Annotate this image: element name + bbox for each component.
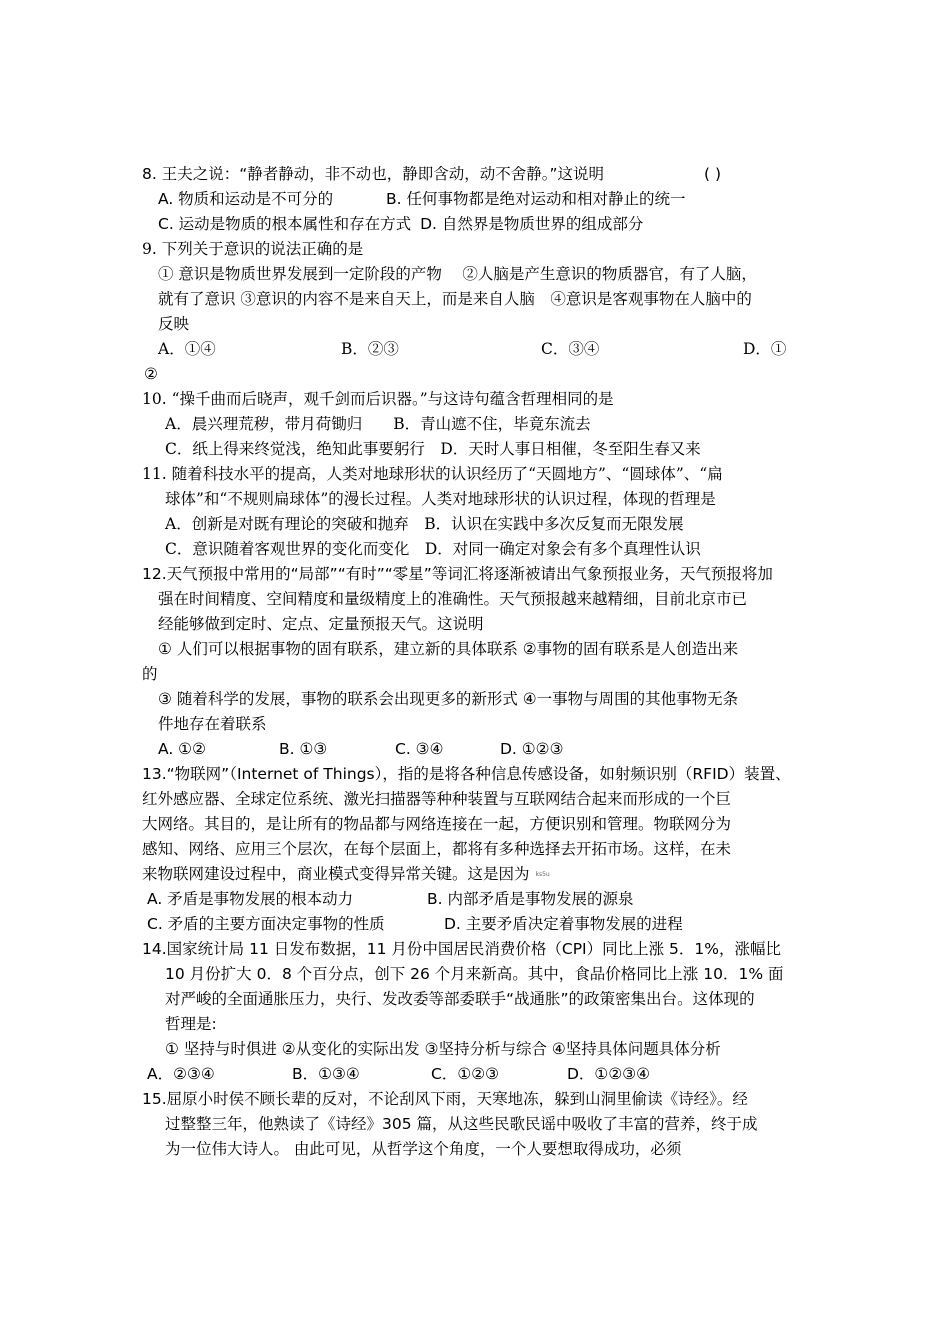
q9-options [158,337,798,361]
q14-option-a: A．②③④ [147,1065,215,1083]
q15-stem-line1: 15.屈原小时侯不顾长辈的反对，不论刮风下雨，天寒地冻，躲到山洞里偷读《诗经》。经 [142,1090,748,1108]
q13-stem-line3: 大网络。其目的，是让所有的物品都与网络连接在一起，方便识别和管理。物联网分为 [142,815,732,833]
q8-option-a: A. 物质和运动是不可分的 [158,190,334,208]
q12-stem-line3: 经能够做到定时、定点、定量预报天气。这说明 [158,615,484,633]
q10-options-ab: A．晨兴理荒秽，带月荷锄归 B．青山遮不住，毕竟东流去 [165,415,591,433]
q12-option-d: D. ①②③ [500,740,564,758]
q11-options-ab: A．创新是对既有理论的突破和抛弃 B．认识在实践中多次反复而无限发展 [165,515,684,533]
q9-option-b: B．②③ [341,340,399,358]
q9-statement-line3: 反映 [158,315,190,333]
q11-options-cd: C．意识随着客观世界的变化而变化 D．对同一确定对象会有多个真理性认识 [165,540,701,558]
q8-option-c: C. 运动是物质的根本属性和存在方式 [158,215,412,233]
q12-options [158,737,658,761]
q9-stem: 9. 下列关于意识的说法正确的是 [142,240,364,258]
q13-stem-line4: 感知、网络、应用三个层次，在每个层面上，都将有多种选择去开拓市场。这样，在未 [142,840,732,858]
q12-option-a: A. ①② [158,740,206,758]
q13-stem-line2: 红外感应器、全球定位系统、激光扫描器等种种装置与互联网结合起来而形成的一个巨 [142,790,732,808]
q14-stem-line4: 哲理是: [165,1015,217,1033]
q9-option-d-wrap: ② [144,365,158,383]
q14-stem-line2: 10 月份扩大 0．8 个百分点，创下 26 个月来新高。其中，食品价格同比上涨 10．1% 面 [165,965,784,983]
q8-option-d: D. 自然界是物质世界的组成部分 [420,215,644,233]
q12-option-b: B. ①③ [279,740,328,758]
q13-option-b: B. 内部矛盾是事物发展的源泉 [427,890,634,908]
q12-statement-line2: ③ 随着科学的发展，事物的联系会出现更多的新形式 ④一事物与周围的其他事物无条 [158,690,739,708]
q14-option-d: D．①②③④ [567,1065,651,1083]
q8-options-row1 [158,187,858,211]
q12-statement-line1: ① 人们可以根据事物的固有联系，建立新的具体联系 ②事物的固有联系是人创造出来 [158,640,739,658]
q14-options [147,1062,707,1086]
q11-stem-line1: 11. 随着科技水平的提高，人类对地球形状的认识经历了“天圆地方”、“圆球体”、“扁 [142,465,723,483]
q14-stem-line3: 对严峻的全面通胀压力，央行、发改委等部委联手“战通胀”的政策密集出台。这体现的 [165,990,755,1008]
q13-options-row1 [147,887,707,911]
q12-statement-line3: 件地存在着联系 [158,715,267,733]
q13-stem-line1: 13.“物联网”（Internet of Things），指的是将各种信息传感设备，如射频识别（RFID）装置、 [142,765,791,783]
q14-statements: ① 坚持与时俱进 ②从变化的实际出发 ③坚持分析与综合 ④坚持具体问题具体分析 [165,1040,721,1058]
q9-statement-line2: 就有了意识 ③意识的内容不是来自天上，而是来自人脑 ④意识是客观事物在人脑中的 [158,290,752,308]
q12-stem-line1: 12.天气预报中常用的“局部”“有时”“零星”等词汇将逐渐被请出气象预报业务，天气预报将加 [142,565,773,583]
q13-options-row2 [147,912,707,936]
q8-answer-bracket: ( ) [704,165,722,183]
q12-stem-line2: 强在时间精度、空间精度和量级精度上的准确性。天气预报越来越精细，目前北京市已 [158,590,748,608]
q13-option-c: C. 矛盾的主要方面决定事物的性质 [147,915,385,933]
q12-statement-line1-wrap: 的 [142,665,158,683]
q9-option-d: D．① [743,340,787,358]
q9-statement-line1: ① 意识是物质世界发展到一定阶段的产物 ②人脑是产生意识的物质器官，有了人脑， [158,265,757,283]
q15-stem-line3: 为一位伟大诗人。 由此可见，从哲学这个角度，一个人要想取得成功，必须 [165,1140,682,1158]
q15-stem-line2: 过整整三年，他熟读了《诗经》305 篇，从这些民歌民谣中吸收了丰富的营养，终于成 [165,1115,758,1133]
q8-options-row2 [158,212,643,236]
q10-stem: 10. “操千曲而后晓声，观千剑而后识器。”与这诗句蕴含哲理相同的是 [142,390,614,408]
q13-option-a: A. 矛盾是事物发展的根本动力 [147,890,354,908]
q14-option-b: B．①③④ [292,1065,360,1083]
q8-option-b: B. 任何事物都是绝对运动和相对静止的统一 [386,190,686,208]
q13-stem-line5: 来物联网建设过程中，商业模式变得异常关键。这是因为 ks5u [142,865,550,883]
q9-option-c: C．③④ [541,340,600,358]
q10-options-cd: C．纸上得来终觉浅，绝知此事要躬行 D．天时人事日相催，冬至阳生春又来 [165,440,701,458]
q14-option-c: C．①②③ [431,1065,500,1083]
q11-stem-line2: 球体”和“不规则扁球体”的漫长过程。人类对地球形状的认识过程，体现的哲理是 [165,490,716,508]
q8-stem: 8. 王夫之说：“静者静动，非不动也，静即含动，动不舍静。”这说明 [142,165,605,183]
watermark-stamp: ks5u [535,870,550,878]
q14-stem-line1: 14.国家统计局 11 日发布数据，11 月份中国居民消费价格（CPI）同比上涨 5．1%，涨幅比 [142,940,781,958]
q9-option-a: A．①④ [158,340,216,358]
q13-option-d: D. 主要矛盾决定着事物发展的进程 [444,915,683,933]
q12-option-c: C. ③④ [395,740,444,758]
